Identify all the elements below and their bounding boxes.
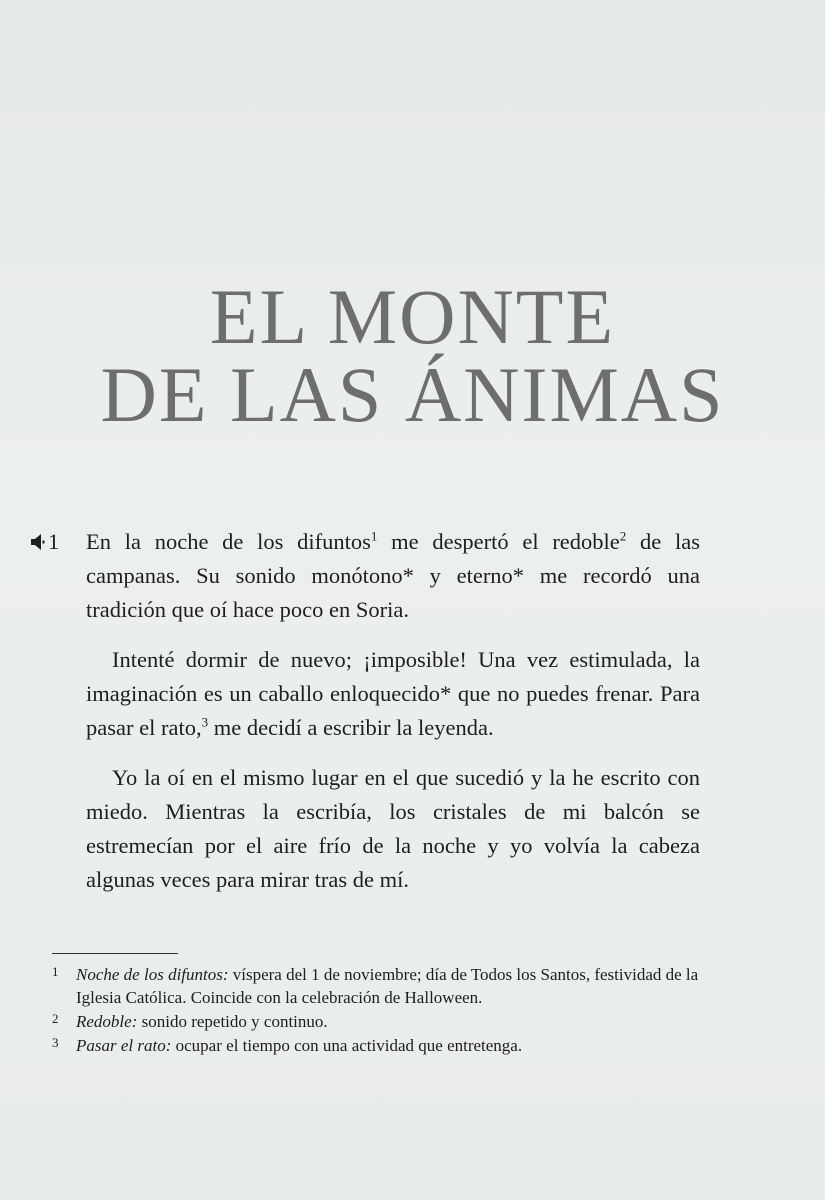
footnote-reference: 1 [370, 528, 378, 544]
footnote-term: Redoble: [76, 1012, 138, 1031]
footnotes [52, 963, 742, 1058]
footnote-number: 2 [52, 1011, 59, 1026]
footnote-reference: 2 [619, 528, 627, 544]
paragraph-text: Yo la oí en el mismo lugar en el que sucedió y la he escrito con miedo. Mientras la escribía, los cristales de mi balcón se estremecían por el aire frío de la noche y yo volvía la cabeza algunas veces para mirar tras de mí. [86, 765, 700, 892]
footnote-text: víspera del 1 de noviembre; día de Todos los Santos, festividad de la Iglesia Católica. Coincide con la celebración de Halloween. [76, 965, 699, 1007]
title-line-1: EL MONTE [209, 273, 616, 360]
paragraph-text: En la noche de los difuntos [86, 529, 371, 554]
footnote [52, 963, 742, 1009]
footnote [52, 1034, 742, 1057]
paragraph-text: me despertó el redoble [377, 529, 620, 554]
paragraph-text: Intenté dormir de nuevo; ¡imposible! Una vez estimulada, la imaginación es un caballo enloquecido* que no puedes frenar. Para pasar el rato, [86, 647, 700, 740]
paragraph-text: de las campanas. Su sonido monótono* y eterno* me recordó una tradición que oí hace poco en Soria. [86, 529, 701, 622]
title-line-2: DE LAS ÁNIMAS [100, 351, 725, 438]
speaker-icon [30, 533, 46, 551]
paragraph [86, 761, 700, 897]
body-text [86, 525, 700, 913]
footnote-number: 3 [52, 1035, 59, 1050]
footnote-text: ocupar el tiempo con una actividad que entretenga. [171, 1036, 523, 1055]
audio-track-marker [30, 525, 59, 559]
footnote-term: Pasar el rato: [76, 1036, 172, 1055]
paragraph [86, 525, 700, 627]
page-title [0, 273, 825, 438]
footnote-body [76, 1010, 742, 1033]
paragraph-text: me decidí a escribir la leyenda. [208, 715, 494, 740]
footnote-body [76, 963, 742, 1009]
footnote-reference: 3 [201, 714, 209, 730]
footnote-term: Noche de los difuntos: [76, 965, 229, 984]
footnote-number: 1 [52, 964, 59, 979]
footnote-text: sonido repetido y continuo. [137, 1012, 328, 1031]
track-number: 1 [48, 529, 60, 554]
footnote-body [76, 1034, 742, 1057]
footnote [52, 1010, 742, 1033]
footnote-divider [52, 953, 178, 954]
paragraph [86, 643, 700, 745]
